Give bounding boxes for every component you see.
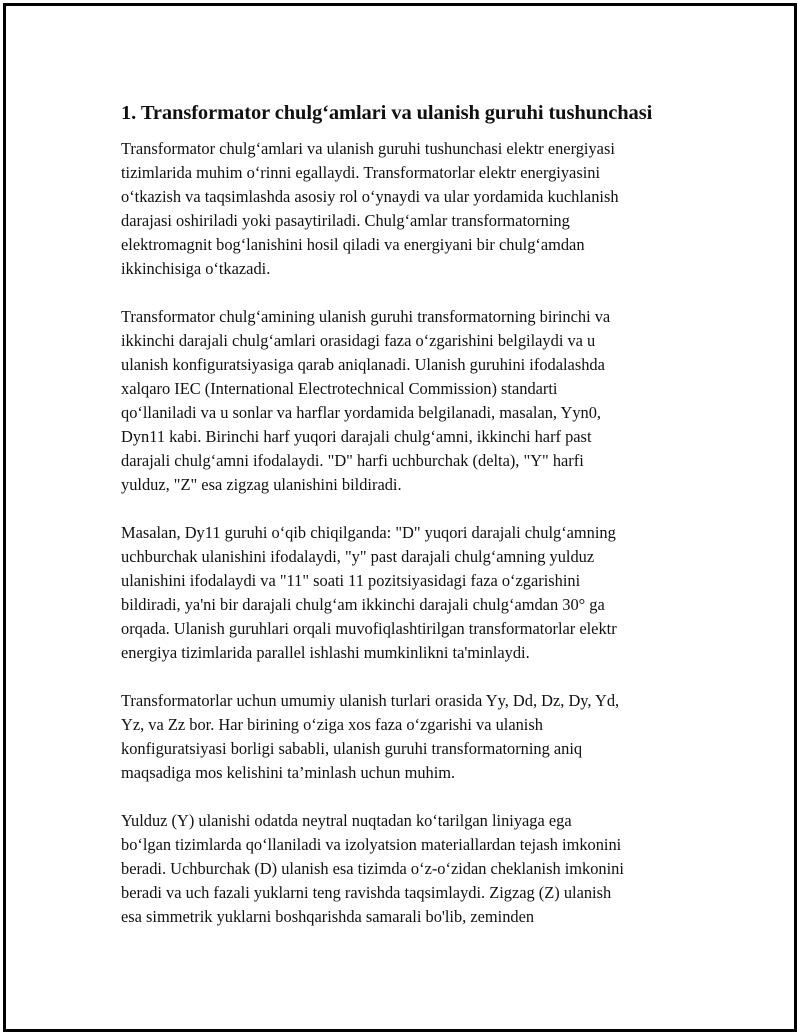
- paragraph-2: [121, 305, 701, 497]
- text-line: Transformator chulg‘amining ulanish guruhi transformatorning birinchi va: [121, 307, 611, 326]
- page-frame: [3, 3, 797, 1032]
- text-line: Yz, va Zz bor. Har birining o‘ziga xos faza o‘zgarishi va ulanish: [121, 715, 543, 734]
- text-line: uchburchak ulanishini ifodalaydi, "y" past darajali chulg‘amning yulduz: [121, 547, 595, 566]
- text-line: orqada. Ulanish guruhlari orqali muvofiqlashtirilgan transformatorlar elektr: [121, 619, 617, 638]
- paragraph-list: [121, 137, 701, 929]
- text-line: ikkinchi darajali chulg‘amlari orasidagi faza o‘zgarishini belgilaydi va u: [121, 331, 596, 350]
- text-line: tizimlarida muhim o‘rinni egallaydi. Transformatorlar elektr energiyasini: [121, 163, 601, 182]
- text-line: Transformatorlar uchun umumiy ulanish turlari orasida Yy, Dd, Dz, Dy, Yd,: [121, 691, 620, 710]
- text-line: Masalan, Dy11 guruhi o‘qib chiqilganda: "D" yuqori darajali chulg‘amning: [121, 523, 616, 542]
- document-body: [121, 99, 701, 953]
- text-line: darajasi oshiriladi yoki pasaytiriladi. Chulg‘amlar transformatorning: [121, 211, 570, 230]
- text-line: esa simmetrik yuklarni boshqarishda samarali bo'lib, zeminden: [121, 907, 535, 926]
- text-line: konfiguratsiyasi borligi sababli, ulanish guruhi transformatorning aniq: [121, 739, 583, 758]
- paragraph-1: [121, 137, 701, 281]
- text-line: maqsadiga mos kelishini ta’minlash uchun muhim.: [121, 763, 456, 782]
- text-line: Dyn11 kabi. Birinchi harf yuqori darajali chulg‘amni, ikkinchi harf past: [121, 427, 592, 446]
- text-line: xalqaro IEC (International Electrotechnical Commission) standarti: [121, 379, 558, 398]
- text-line: energiya tizimlarida parallel ishlashi mumkinlikni ta'minlaydi.: [121, 643, 530, 662]
- paragraph-4: [121, 689, 701, 785]
- text-line: Yulduz (Y) ulanishi odatda neytral nuqtadan ko‘tarilgan liniyaga ega: [121, 811, 572, 830]
- text-line: elektromagnit bog‘lanishini hosil qiladi va energiyani bir chulg‘amdan: [121, 235, 585, 254]
- paragraph-3: [121, 521, 701, 665]
- text-line: bo‘lgan tizimlarda qo‘llaniladi va izolyatsion materiallardan tejash imkonini: [121, 835, 622, 854]
- text-line: bildiradi, ya'ni bir darajali chulg‘am ikkinchi darajali chulg‘amdan 30° ga: [121, 595, 605, 614]
- text-line: o‘tkazish va taqsimlashda asosiy rol o‘ynaydi va ular yordamida kuchlanish: [121, 187, 619, 206]
- text-line: ulanishini ifodalaydi va "11" soati 11 pozitsiyasidagi faza o‘zgarishini: [121, 571, 581, 590]
- text-line: Transformator chulg‘amlari va ulanish guruhi tushunchasi elektr energiyasi: [121, 139, 615, 158]
- text-line: beradi. Uchburchak (D) ulanish esa tizimda o‘z-o‘zidan cheklanish imkonini: [121, 859, 624, 878]
- paragraph-5: [121, 809, 701, 929]
- text-line: ikkinchisiga o‘tkazadi.: [121, 259, 271, 278]
- text-line: darajali chulg‘amni ifodalaydi. "D" harfi uchburchak (delta), "Y" harfi: [121, 451, 584, 470]
- text-line: yulduz, "Z" esa zigzag ulanishini bildiradi.: [121, 475, 402, 494]
- document-title: 1. Transformator chulg‘amlari va ulanish guruhi tushunchasi: [121, 102, 653, 124]
- text-line: ulanish konfiguratsiyasiga qarab aniqlanadi. Ulanish guruhini ifodalashda: [121, 355, 605, 374]
- text-line: qo‘llaniladi va u sonlar va harflar yordamida belgilanadi, masalan, Yyn0,: [121, 403, 602, 422]
- text-line: beradi va uch fazali yuklarni teng ravishda taqsimlaydi. Zigzag (Z) ulanish: [121, 883, 612, 902]
